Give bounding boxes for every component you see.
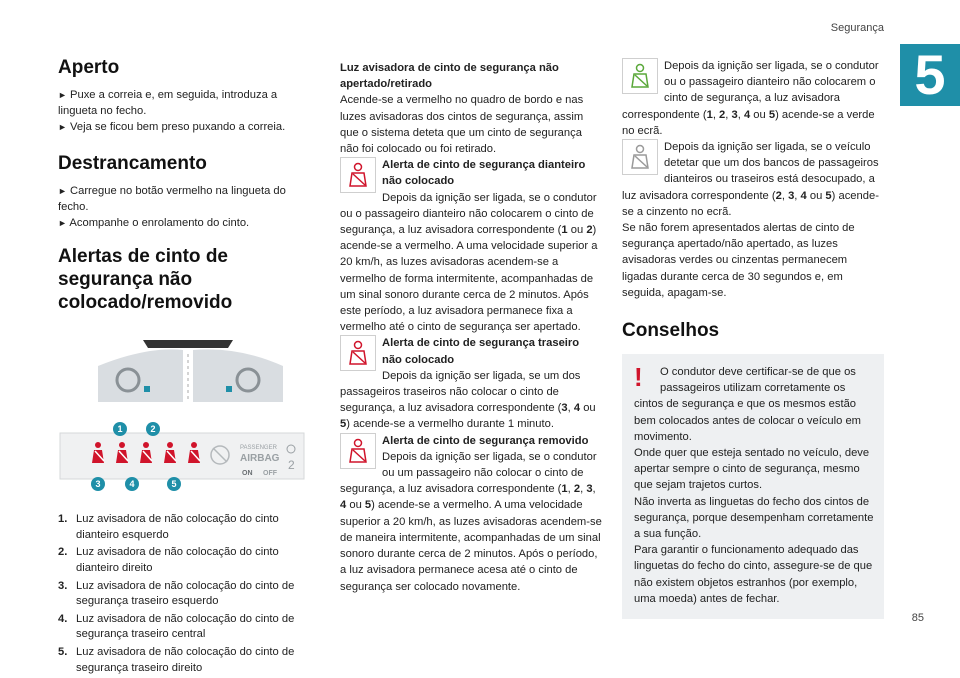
seatbelt-green-icon bbox=[622, 58, 658, 94]
column-2 bbox=[340, 60, 602, 595]
list-item: 2. Luz avisadora de não colocação do cinto dianteiro direito bbox=[58, 546, 279, 574]
callout-1: 1 bbox=[117, 424, 123, 435]
dashboard-illustration bbox=[88, 336, 288, 404]
callout-2: 2 bbox=[150, 424, 156, 435]
callout-3: 3 bbox=[95, 479, 101, 490]
gray-belt-info: Depois da ignição ser ligada, se o veículo detetar que um dos bancos de passageiros dianteiros ou traseiros está desocupado, a luz avisadora correspondente (2, 3, 4 ou 5) acende-se a cinzento no ecrã. bbox=[622, 141, 879, 218]
heading-destrancamento: Destrancamento bbox=[58, 152, 207, 174]
panel-airbag-label: AIRBAG bbox=[240, 453, 280, 465]
panel-off-label: OFF bbox=[263, 470, 277, 478]
seatbelt-red-icon bbox=[340, 433, 376, 469]
aperto-step-1: ► Puxe a correia e, em seguida, introduza a lingueta no fecho. bbox=[58, 89, 278, 118]
chapter-tab: 5 bbox=[900, 44, 960, 106]
bullet-arrow-icon: ► bbox=[58, 185, 67, 196]
destr-step-2: ► Acompanhe o enrolamento do cinto. bbox=[58, 217, 250, 230]
page-number: 85 bbox=[911, 612, 924, 624]
bullet-arrow-icon: ► bbox=[58, 218, 67, 229]
column-3 bbox=[622, 58, 884, 619]
green-belt-info: Depois da ignição ser ligada, se o condutor ou o passageiro dianteiro não colocarem o cinto de segurança, a luz avisadora correspondente (1, 2, 3, 4 ou 5) acende-se a verde no ecrã. bbox=[622, 60, 879, 137]
list-item: 5. Luz avisadora de não colocação do cinto de segurança traseiro direito bbox=[58, 645, 295, 674]
callout-5: 5 bbox=[171, 479, 177, 490]
seatbelt-red-icon bbox=[340, 335, 376, 371]
heading-alertas: Alertas de cinto de segurança não colocado/removido bbox=[58, 246, 233, 314]
warning-exclamation-icon: ! bbox=[634, 362, 643, 393]
destr-step-1: ► Carregue no botão vermelho na lingueta do fecho. bbox=[58, 184, 286, 213]
seatbelt-gray-icon bbox=[622, 139, 658, 175]
panel-on-label: ON bbox=[242, 470, 253, 478]
bullet-arrow-icon: ► bbox=[58, 90, 67, 100]
svg-text:2: 2 bbox=[288, 458, 295, 473]
rear-belt-alert: Alerta de cinto de segurança traseiro não colocado Depois da ignição ser ligada, se um dos passageiros traseiros não colocar o cinto de segurança, a luz avisadora correspondente (3, 4 ou 5) acende-se a vermelho durante 1 minuto. bbox=[340, 337, 596, 431]
list-item: 3. Luz avisadora de não colocação do cinto de segurança traseiro esquerdo bbox=[58, 579, 295, 608]
list-item: 1. Luz avisadora de não colocação do cinto dianteiro esquerdo bbox=[58, 513, 279, 541]
column-1 bbox=[58, 56, 308, 678]
callout-4: 4 bbox=[129, 479, 135, 490]
seatbelt-indicator-panel bbox=[58, 421, 306, 493]
not-fastened-text: Acende-se a vermelho no quadro de bordo e nas luzes avisadoras dos cintos de segurança, assim que o sistema deteta que um cinto de segurança não foi colocado ou foi retirado. bbox=[340, 94, 584, 156]
front-belt-alert: Alerta de cinto de segurança dianteiro não colocado Depois da ignição ser ligada, se o condutor ou o passageiro dianteiro não colocarem o cinto de segurança, a luz avisadora correspondente (1 ou 2) acende-se a vermelho. A uma velocidade superior a 20 km/h, as luzes avisadoras acendem-se a vermelho de forma intermitente, acompanhadas de um sinal sonoro durante cerca de 2 minutos. Após este período, a luz avisadora permanece fixa a vermelho até o cinto de segurança ser apertado. bbox=[340, 159, 598, 334]
seatbelt-red-icon bbox=[340, 157, 376, 193]
panel-passenger-label: PASSENGER bbox=[240, 445, 277, 452]
running-header-section: Segurança bbox=[830, 22, 884, 34]
no-alert-text: Se não forem apresentados alertas de cinto de segurança apertado/não apertado, as luzes avisadoras verdes ou cinzentas permanecem ligadas durante cerca de 30 segundos e, em seguida, apagam-se. bbox=[622, 222, 855, 299]
removed-belt-alert: Alerta de cinto de segurança removido Depois da ignição ser ligada, se o condutor ou um passageiro não colocar o cinto de segurança, a luz avisadora correspondente (1, 2, 3, 4 ou 5) acende-se a vermelho. A uma velocidade superior a 20 km/h, as luzes avisadoras acendem-se de maneira intermitente, acompanhadas de um sinal sonoro durante cerca de 2 minutos. Após o período, a luz avisadora permanece acesa até o cinto de segurança ser colocado novamente. bbox=[340, 434, 602, 593]
heading-aperto: Aperto bbox=[58, 57, 120, 78]
heading-not-fastened: Luz avisadora de cinto de segurança não apertado/retirado bbox=[340, 62, 559, 91]
list-item: 4. Luz avisadora de não colocação do cinto de segurança traseiro central bbox=[58, 612, 295, 641]
advice-box: ! O condutor deve certificar-se de que os passageiros utilizam corretamente os cintos de segurança e que os mesmos estão bem colocados antes de colocar o veículo em movimento. Onde quer que esteja sentado no veículo, deve apertar sempre o cinto de segurança, mesmo que sejam trajetos curtos. Não inverta as linguetas do fecho dos cintos de segurança, porque desempenham corretamente a sua função. Para garantir o funcionamento adequado das linguetas do fecho do cinto, assegure-se de que não existem objetos estranhos (por exemplo, uma moeda) antes de fechar. bbox=[622, 354, 884, 619]
indicator-list bbox=[58, 512, 308, 676]
bullet-arrow-icon: ► bbox=[58, 122, 67, 133]
aperto-step-2: ► Veja se ficou bem preso puxando a correia. bbox=[58, 121, 286, 134]
heading-conselhos: Conselhos bbox=[622, 320, 720, 342]
